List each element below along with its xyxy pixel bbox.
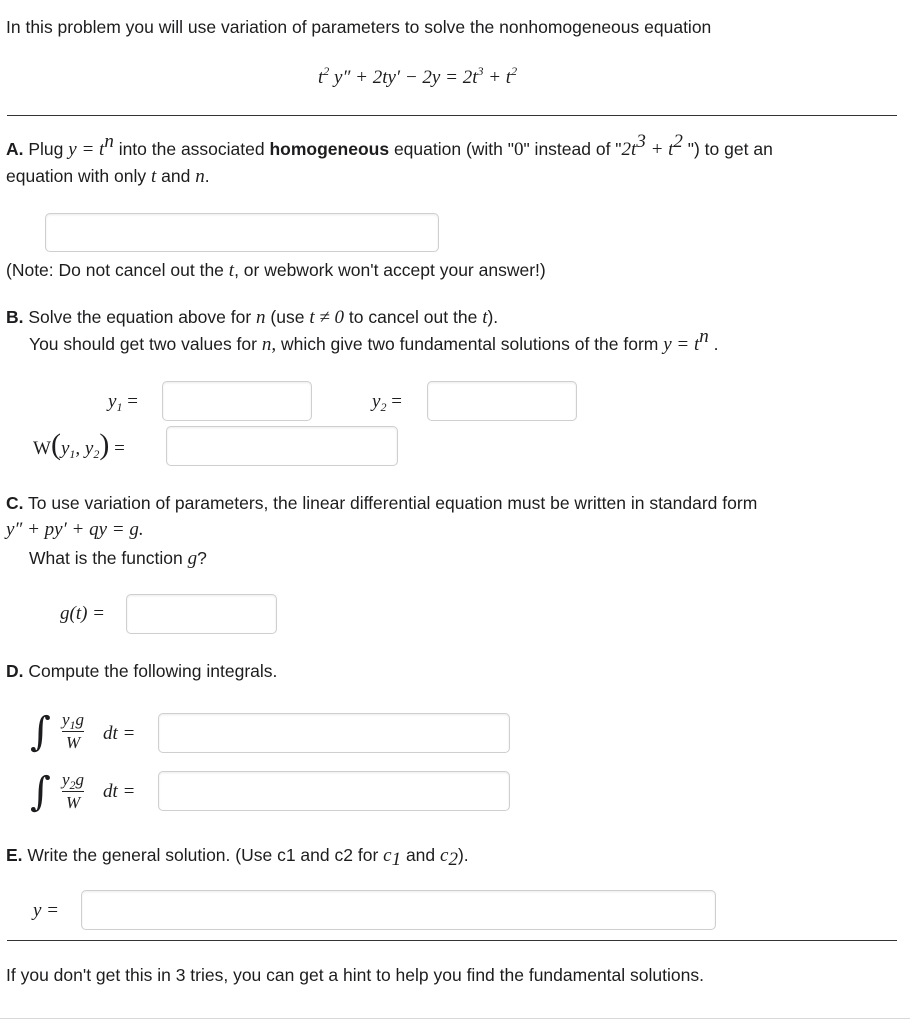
integral-2-sign: ∫ (30, 769, 51, 815)
integral-1-answer-input[interactable] (158, 713, 510, 753)
part-a-line2: equation with only t and n. (6, 166, 210, 187)
footer-divider (0, 1018, 910, 1019)
y1-answer-input[interactable] (162, 381, 312, 421)
top-divider (7, 115, 897, 116)
general-solution-input[interactable] (81, 890, 716, 930)
y2-answer-input[interactable] (427, 381, 577, 421)
integral-1-sign: ∫ (30, 709, 51, 755)
integral-2-fraction: $y_2g$ W (62, 770, 85, 812)
part-c-standard-form: y″ + py′ + qy = g. (6, 519, 144, 540)
g-label: g(t) = (60, 603, 106, 624)
g-answer-input[interactable] (126, 594, 277, 634)
note-text: (Note: Do not cancel out the t, or webwork won't accept your answer!) (6, 260, 546, 281)
y1-label: $y_1$ = (108, 391, 138, 414)
part-a-line1: A. Plug $y = t^n$ into the associated homogeneous equation (with "0" instead of "$2t^3 + t^2$ ") to get an (6, 131, 773, 160)
wronskian-label: $W(y_1$, $y_2$) = (33, 428, 125, 461)
part-c-question: What is the function g? (29, 548, 207, 569)
hint-text: If you don't get this in 3 tries, you can get a hint to help you find the fundamental solutions. (6, 965, 704, 985)
y-general-label: y = (33, 900, 60, 921)
integral-2-answer-input[interactable] (158, 771, 510, 811)
y2-label: $y_2$ = (372, 391, 402, 414)
part-b-line2: You should get two values for n, which give two fundamental solutions of the form $y = t^n$ . (29, 326, 719, 355)
part-c-line1: C. To use variation of parameters, the linear differential equation must be written in standard form (6, 493, 758, 513)
part-e-heading: E. Write the general solution. (Use c1 and c2 for $c_1$ and $c_2$). (6, 845, 469, 870)
bottom-divider (7, 940, 897, 941)
intro-text: In this problem you will use variation of parameters to solve the nonhomogeneous equation (6, 17, 712, 37)
integral-1-fraction: $y_1g$ W (62, 710, 85, 752)
part-a-answer-input[interactable] (45, 213, 439, 252)
integral-2-dt: dt = (103, 781, 136, 802)
part-d-heading: D. Compute the following integrals. (6, 661, 278, 681)
wronskian-answer-input[interactable] (166, 426, 398, 466)
main-equation: $t^2$ $y'' + 2ty' - 2y = 2t^3 + t^2$ (318, 64, 518, 88)
integral-1-dt: dt = (103, 723, 136, 744)
part-b-line1: B. Solve the equation above for n (use t ≠ 0 to cancel out the t). (6, 307, 499, 328)
